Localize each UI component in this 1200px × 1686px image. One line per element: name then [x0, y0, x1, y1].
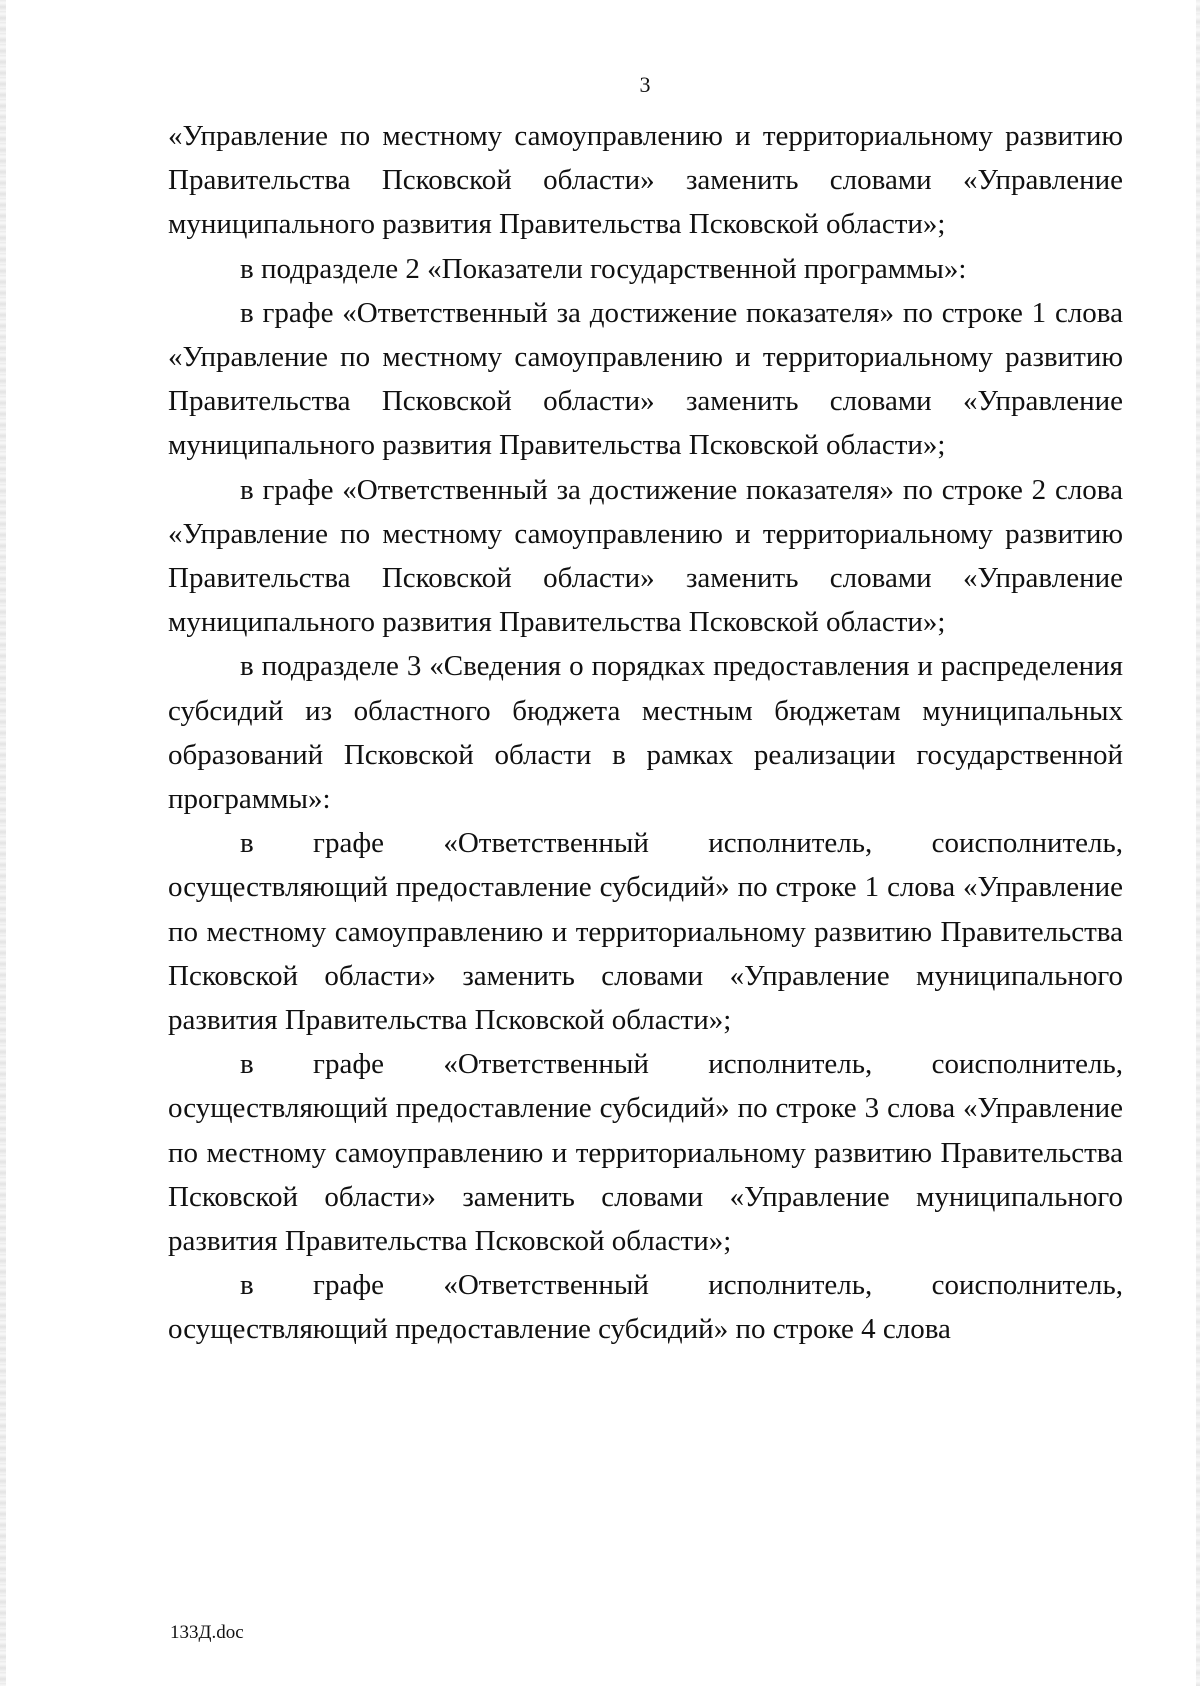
- document-body: [168, 114, 1123, 1352]
- paragraph-row-2-indicator: в графе «Ответственный за достижение показателя» по строке 2 слова «Управление по местному самоуправлению и территориальному развитию Правительства Псковской области» заменить словами «Управление муниципального развития Правительства Псковской области»;: [168, 473, 1123, 639]
- scan-edge-right: [1196, 0, 1200, 1686]
- paragraph-continuation: «Управление по местному самоуправлению и территориальному развитию Правительства Псковской области» заменить словами «Управление муниципального развития Правительства Псковской области»;: [168, 120, 1123, 241]
- paragraph-row-1-subsidies: в графе «Ответственный исполнитель, соисполнитель, осуществляющий предоставление субсидий» по строке 1 слова «Управление по местному самоуправлению и территориальному развитию Правительства Псковской области» заменить словами «Управление муниципального развития Правительства Псковской области»;: [168, 827, 1123, 1037]
- paragraph-subsection-3: в подразделе 3 «Сведения о порядках предоставления и распределения субсидий из областного бюджета местным бюджетам муниципальных образований Псковской области в рамках реализации государственной программы»:: [168, 650, 1123, 816]
- paragraph-subsection-2: в подразделе 2 «Показатели государственной программы»:: [240, 252, 967, 285]
- scan-edge-left: [0, 0, 6, 1686]
- page-number: 3: [639, 72, 651, 97]
- footer-filename: 133Д.doc: [170, 1622, 244, 1643]
- paragraph-row-3-subsidies: в графе «Ответственный исполнитель, соисполнитель, осуществляющий предоставление субсидий» по строке 3 слова «Управление по местному самоуправлению и территориальному развитию Правительства Псковской области» заменить словами «Управление муниципального развития Правительства Псковской области»;: [168, 1048, 1123, 1258]
- paragraph-row-1-indicator: в графе «Ответственный за достижение показателя» по строке 1 слова «Управление по местному самоуправлению и территориальному развитию Правительства Псковской области» заменить словами «Управление муниципального развития Правительства Псковской области»;: [168, 296, 1123, 462]
- paragraph-row-4-subsidies: в графе «Ответственный исполнитель, соисполнитель, осуществляющий предоставление субсидий» по строке 4 слова: [168, 1269, 1123, 1346]
